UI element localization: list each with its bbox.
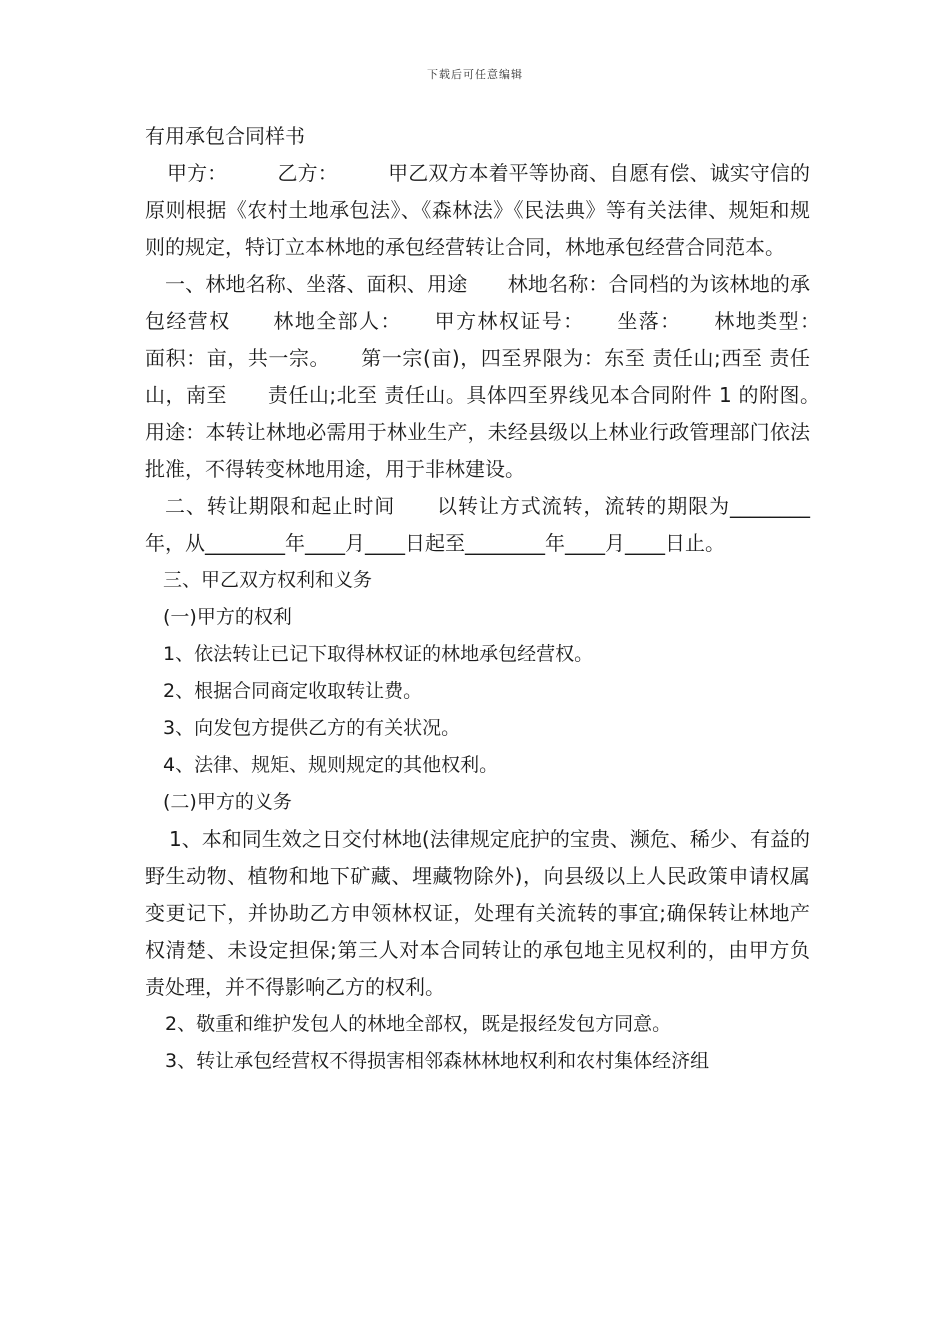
rights-item-3: 3、向发包方提供乙方的有关状况。 [163, 717, 461, 739]
duties-title: (二)甲方的义务 [163, 791, 292, 813]
document-body [145, 118, 850, 1080]
rights-item-1: 1、依法转让已记下取得林权证的林地承包经营权。 [163, 643, 594, 665]
section-3-title: 三、甲乙双方权利和义务 [163, 569, 373, 591]
intro-paragraph: 甲方： 乙方： 甲乙双方本着平等协商、自愿有偿、诚实守信的原则根据《农村土地承包法》、《森林法》《民法典》等有关法律、规矩和规则的规定，特订立本林地的承包经营转让合同，林地承包经营合同范本。 [145, 161, 810, 259]
duties-item-3: 3、转让承包经营权不得损害相邻森林林地权利和农村集体经济组 [165, 1050, 710, 1072]
rights-item-4: 4、法律、规矩、规则规定的其他权利。 [163, 754, 499, 776]
section-1-paragraph: 一、林地名称、坐落、面积、用途 林地名称：合同档的为该林地的承包经营权 林地全部人： 甲方林权证号： 坐落： 林地类型： 面积：亩，共一宗。 第一宗(亩)，四至界限为：东至 责任山;西至 责任山，南至 责任山;北至 责任山。具体四至界线见本合同附件 1 的附图。 用途：本转让林地必需用于林业生产，未经县级以上林业行政管理部门依法批准，不得转变林地用途，用于非林建设。 [145, 272, 850, 481]
section-2-paragraph: 二、转让期限和起止时间 以转让方式流转，流转的期限为________年，从________年____月____日起至________年____月____日止。 [145, 494, 810, 555]
header-note: 下载后可任意编辑 [427, 68, 523, 81]
duties-item-2: 2、敬重和维护发包人的林地全部权，既是报经发包方同意。 [165, 1013, 672, 1035]
rights-title: (一)甲方的权利 [163, 606, 292, 628]
rights-item-2: 2、根据合同商定收取转让费。 [163, 680, 423, 702]
duties-item-1: 1、本和同生效之日交付林地(法律规定庇护的宝贵、濒危、稀少、有益的野生动物、植物和地下矿藏、埋藏物除外)，向县级以上人民政策申请权属变更记下，并协助乙方申领林权证，处理有关流转的事宜;确保转让林地产权清楚、未设定担保;第三人对本合同转让的承包地主见权利的，由甲方负责处理，并不得影响乙方的权利。 [145, 827, 810, 999]
document-title: 有用承包合同样书 [145, 124, 305, 148]
